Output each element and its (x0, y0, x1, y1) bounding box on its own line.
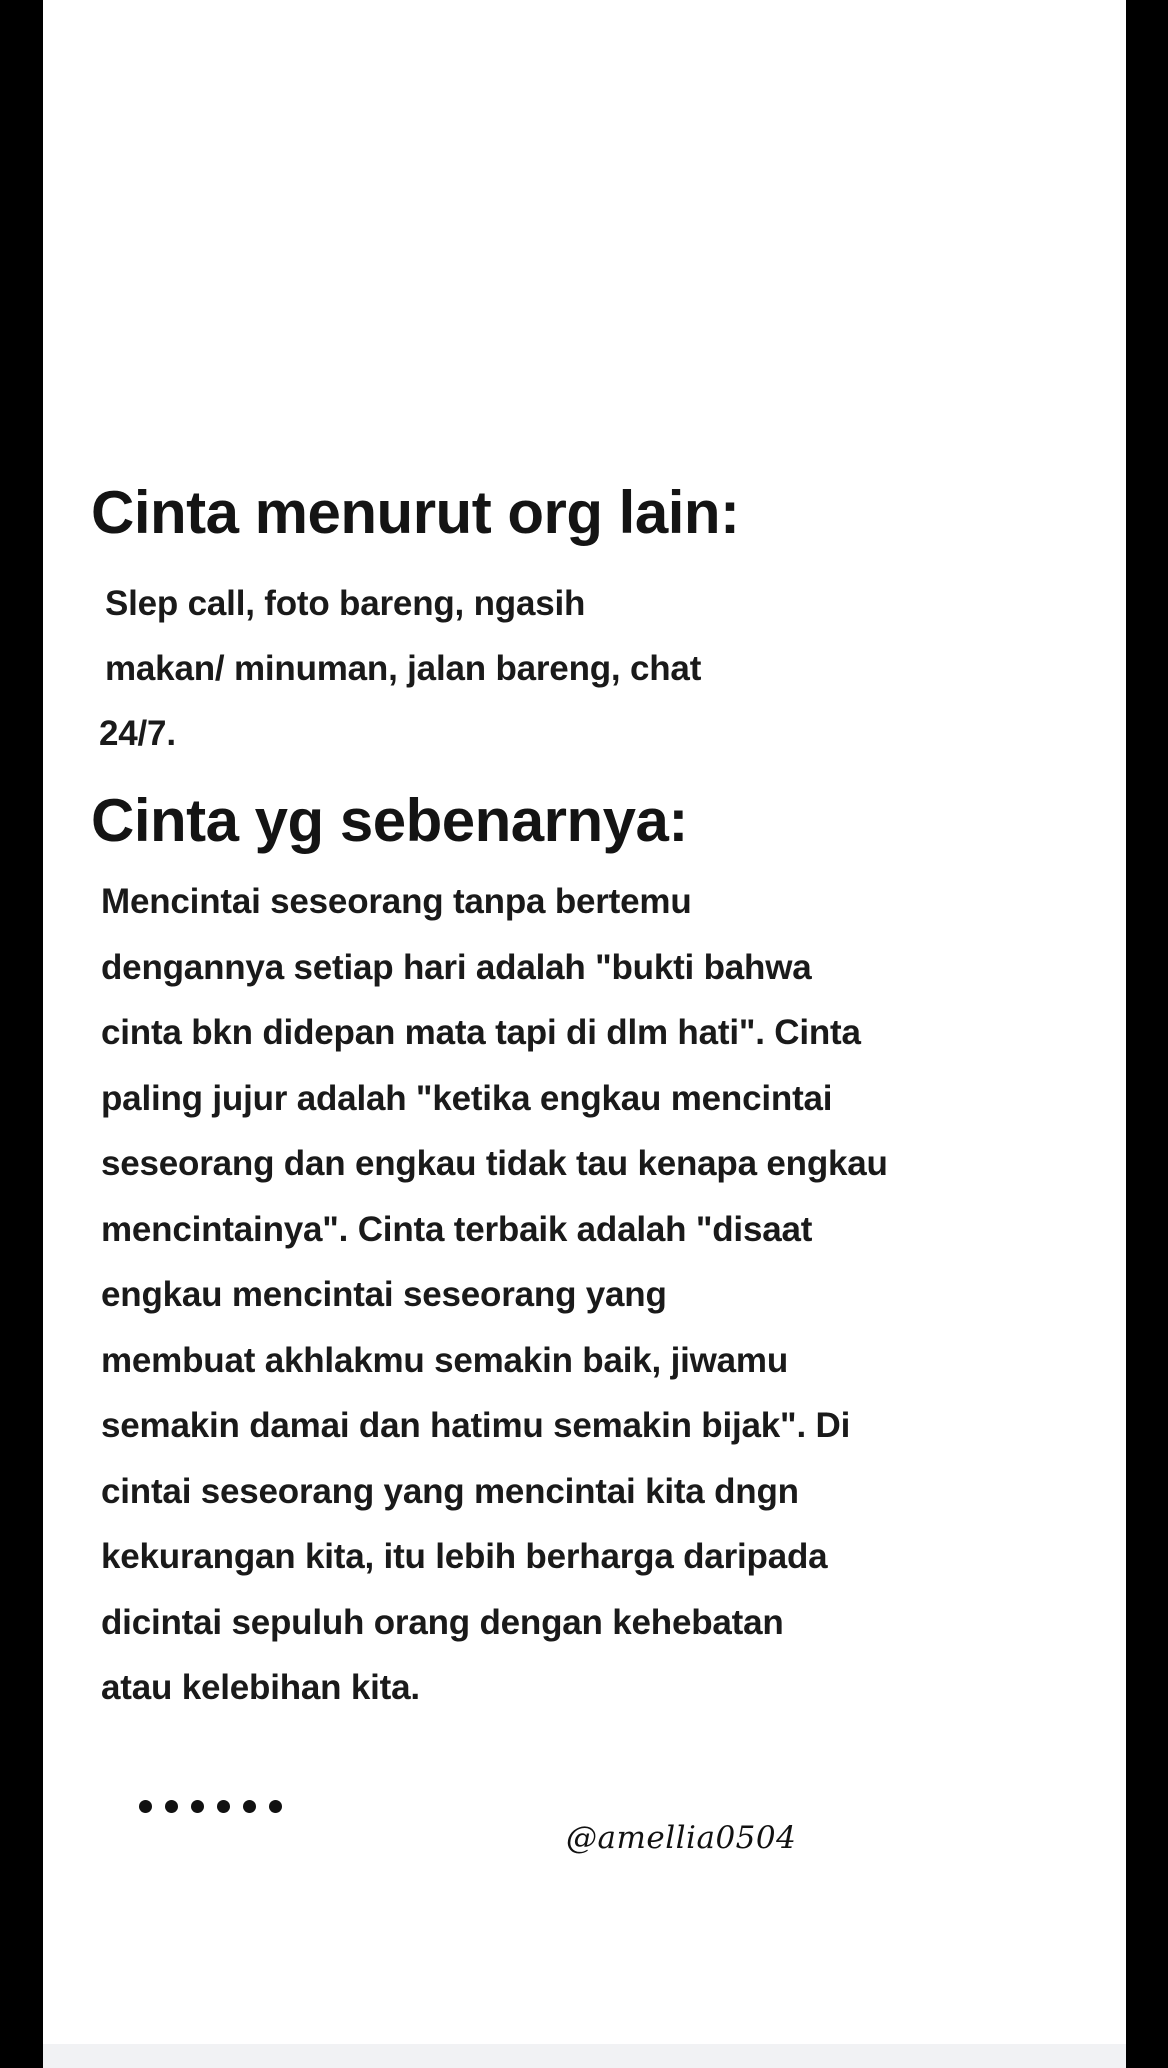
dot-icon (243, 1800, 256, 1813)
ellipsis-dots (139, 1800, 282, 1813)
paragraph-line: paling jujur adalah "ketika engkau mencintai (101, 1078, 833, 1118)
heading-love-per-others: Cinta menurut org lain: (91, 479, 740, 546)
dot-icon (269, 1800, 282, 1813)
dot-icon (217, 1800, 230, 1813)
paragraph-line: cintai seseorang yang mencintai kita dngn (101, 1471, 799, 1511)
heading-true-love: Cinta yg sebenarnya: (91, 787, 688, 854)
paragraph-line: makan/ minuman, jalan bareng, chat (105, 649, 702, 688)
paragraph-line: engkau mencintai seseorang yang (101, 1275, 667, 1314)
paragraph-line: membuat akhlakmu semakin baik, jiwamu (101, 1340, 789, 1380)
dot-icon (191, 1800, 204, 1813)
paragraph-line: cinta bkn didepan mata tapi di dlm hati". Cinta (101, 1013, 861, 1052)
paragraph-line: dengannya setiap hari adalah "bukti bahwa (101, 947, 812, 987)
paragraph-love-per-others (99, 571, 702, 766)
dot-icon (139, 1800, 152, 1813)
watermark-handle: @amellia0504 (566, 1820, 797, 1856)
paragraph-line: dicintai sepuluh orang dengan kehebatan (101, 1602, 784, 1642)
paragraph-line: Slep call, foto bareng, ngasih (105, 584, 586, 623)
paragraph-line: seseorang dan engkau tidak tau kenapa engkau (101, 1144, 888, 1183)
paragraph-line: kekurangan kita, itu lebih berharga daripada (101, 1537, 828, 1576)
paragraph-true-love (101, 869, 888, 1721)
paragraph-line: atau kelebihan kita. (101, 1668, 420, 1707)
paragraph-line: semakin damai dan hatimu semakin bijak". Di (101, 1406, 851, 1445)
bottom-edge (43, 2044, 1126, 2068)
page-card (43, 0, 1126, 2068)
paragraph-line: mencintainya". Cinta terbaik adalah "disaat (101, 1209, 813, 1249)
paragraph-line: 24/7. (99, 714, 176, 753)
paragraph-line: Mencintai seseorang tanpa bertemu (101, 882, 692, 921)
dot-icon (165, 1800, 178, 1813)
